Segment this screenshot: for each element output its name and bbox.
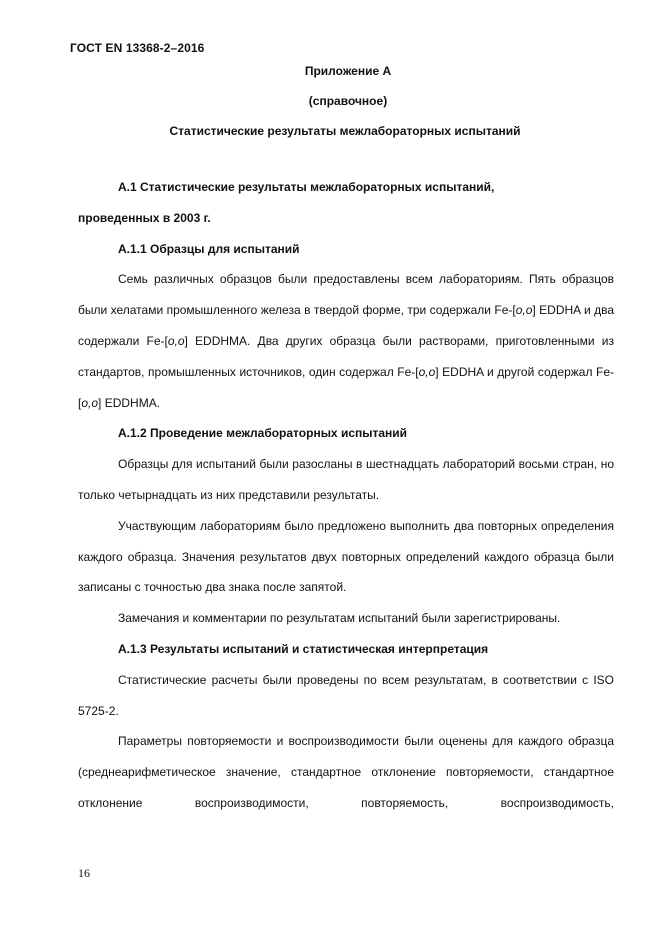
document-code: ГОСТ EN 13368-2–2016 [70,41,205,55]
section-a13-title: А.1.3 Результаты испытаний и статистическая интерпретация [118,641,489,656]
text-span: ] EDDHMA. [98,395,161,410]
document-body [78,172,614,819]
text-span: ] EDDHA и другой содержал Fe-[ [78,364,614,410]
oo-italic: o,o [418,364,436,379]
section-a13-paragraph-2: Параметры повторяемости и воспроизводимости были оценены для каждого образца (среднеарифметическое значение, стандартное отклонение повторяемости, стандартное отклонение воспроизводимости, повторяемость, воспроизводимость, [78,734,614,810]
oo-italic: o,o [167,333,185,348]
section-a12-paragraph-3: Замечания и комментарии по результатам испытаний были зарегистрированы. [118,611,561,626]
text-span: ] EDDHMA. Два других образца были растворами, приготовленными из стандартов, промышленных источников, один содержал Fe-[ [78,333,615,379]
section-a1-title-line1: А.1 Статистические результаты межлабораторных испытаний, [118,180,495,194]
section-a12-paragraph-1: Образцы для испытаний были разосланы в шестнадцать лабораторий восьми стран, но только четырнадцать из них представили результаты. [78,457,614,502]
oo-italic: o,o [81,395,99,410]
oo-italic: o,o [515,303,533,318]
appendix-heading: Статистические результаты межлабораторных испытаний [169,124,521,138]
section-a11-paragraph [78,264,614,418]
page-number: 16 [78,866,90,880]
section-a11-title: А.1.1 Образцы для испытаний [118,241,300,256]
text-span: ] EDDHA и два содержали Fe-[ [78,303,614,348]
section-a12-title: А.1.2 Проведение межлабораторных испытаний [118,426,408,441]
appendix-title: Приложение А [304,64,392,78]
appendix-type: (справочное) [308,94,388,108]
section-a12-paragraph-2: Участвующим лабораториям было предложено выполнить два повторных определения каждого образца. Значения результатов двух повторных определений каждого образца были записаны с точностью два знака после запятой. [78,518,614,595]
section-a1-title-line2: проведенных в 2003 г. [78,210,211,225]
section-a13-paragraph-1: Статистические расчеты были проведены по всем результатам, в соответствии с ISO 5725-2. [78,672,614,718]
text-span: Семь различных образцов были предоставлены всем лабораториям. Пять образцов были хелатами промышленного железа в твердой форме, три содержали Fe-[ [78,272,614,318]
